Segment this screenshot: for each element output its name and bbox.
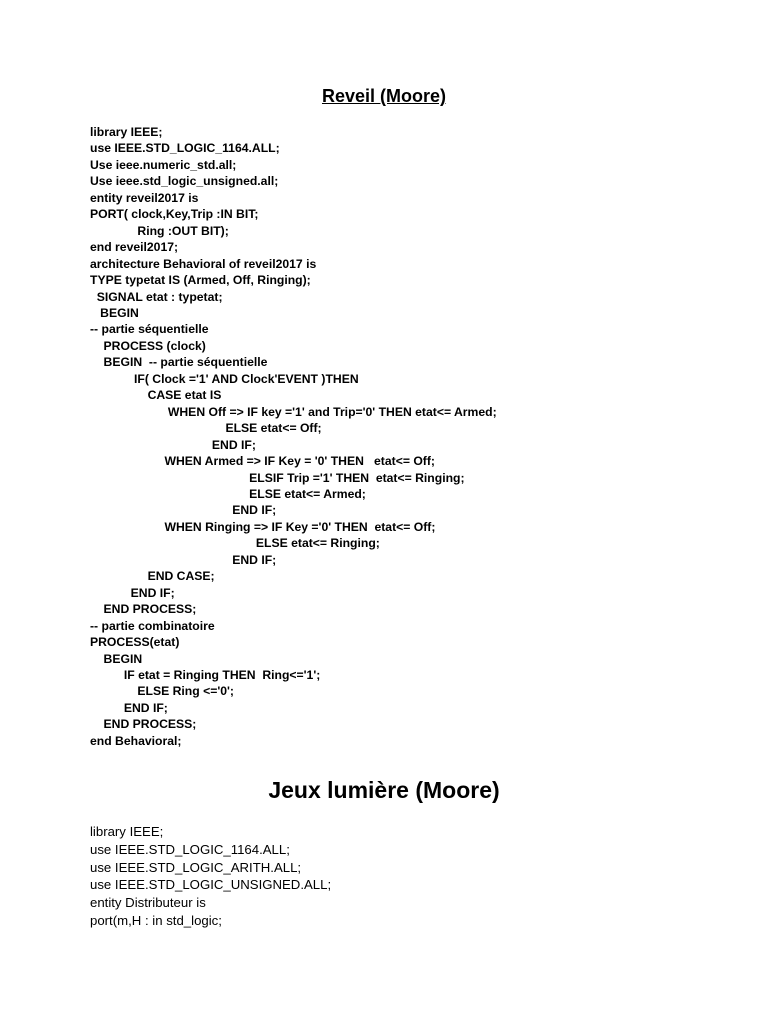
code-line: Use ieee.numeric_std.all; — [90, 157, 237, 172]
code-line: architecture Behavioral of reveil2017 is — [90, 256, 317, 271]
code-line: ELSE etat<= Armed; — [90, 486, 366, 501]
code-line: IF etat = Ringing THEN Ring<='1'; — [90, 667, 321, 682]
code-line: END IF; — [90, 552, 277, 567]
code-line: PROCESS(etat) — [90, 635, 180, 650]
code-line: entity reveil2017 is — [90, 190, 199, 205]
code-line: BEGIN — [90, 651, 143, 666]
code-line: END PROCESS; — [90, 602, 197, 617]
code-line: entity Distributeur is — [90, 895, 206, 911]
code-block-jeux-lumiere — [90, 823, 331, 930]
section-title-jeux-lumiere: Jeux lumière (Moore) — [268, 777, 500, 803]
code-line: PROCESS (clock) — [90, 338, 206, 353]
code-line: BEGIN — [90, 305, 139, 320]
section-title-reveil: Reveil (Moore) — [321, 86, 447, 106]
code-line: END IF; — [90, 503, 277, 518]
code-line: -- partie combinatoire — [90, 618, 215, 633]
code-line: use IEEE.STD_LOGIC_1164.ALL; — [90, 841, 290, 857]
code-line: ELSE Ring <='0'; — [90, 684, 234, 699]
code-line: -- partie séquentielle — [90, 322, 209, 337]
code-line: END IF; — [90, 700, 168, 715]
code-line: Use ieee.std_logic_unsigned.all; — [90, 174, 279, 189]
code-line: WHEN Armed => IF Key = '0' THEN etat<= Off; — [90, 454, 435, 469]
code-line: PORT( clock,Key,Trip :IN BIT; — [90, 207, 259, 222]
code-line: library IEEE; — [90, 824, 164, 839]
code-line: CASE etat IS — [90, 388, 222, 403]
code-block-reveil — [90, 124, 497, 749]
code-line: use IEEE.STD_LOGIC_UNSIGNED.ALL; — [90, 877, 332, 893]
code-line: ELSIF Trip ='1' THEN etat<= Ringing; — [90, 470, 465, 485]
code-line: BEGIN -- partie séquentielle — [90, 355, 268, 370]
code-line: END IF; — [90, 437, 256, 452]
code-line: IF( Clock ='1' AND Clock'EVENT )THEN — [90, 371, 359, 386]
code-line: library IEEE; — [90, 125, 163, 139]
code-line: TYPE typetat IS (Armed, Off, Ringing); — [90, 273, 311, 288]
code-line: port(m,H : in std_logic; — [90, 912, 222, 928]
code-line: ELSE etat<= Ringing; — [90, 536, 380, 551]
code-line: END PROCESS; — [90, 717, 197, 732]
code-line: SIGNAL etat : typetat; — [90, 289, 223, 304]
code-line: end reveil2017; — [90, 240, 179, 255]
code-line: END IF; — [90, 585, 175, 600]
code-line: end Behavioral; — [90, 733, 182, 748]
code-line: Ring :OUT BIT); — [90, 223, 229, 238]
code-line: END CASE; — [90, 569, 215, 584]
code-line: WHEN Ringing => IF Key ='0' THEN etat<= Off; — [90, 519, 436, 534]
code-line: use IEEE.STD_LOGIC_1164.ALL; — [90, 141, 280, 156]
code-line: ELSE etat<= Off; — [90, 421, 322, 436]
code-line: use IEEE.STD_LOGIC_ARITH.ALL; — [90, 859, 302, 875]
code-line: WHEN Off => IF key ='1' and Trip='0' THEN etat<= Armed; — [90, 404, 497, 419]
